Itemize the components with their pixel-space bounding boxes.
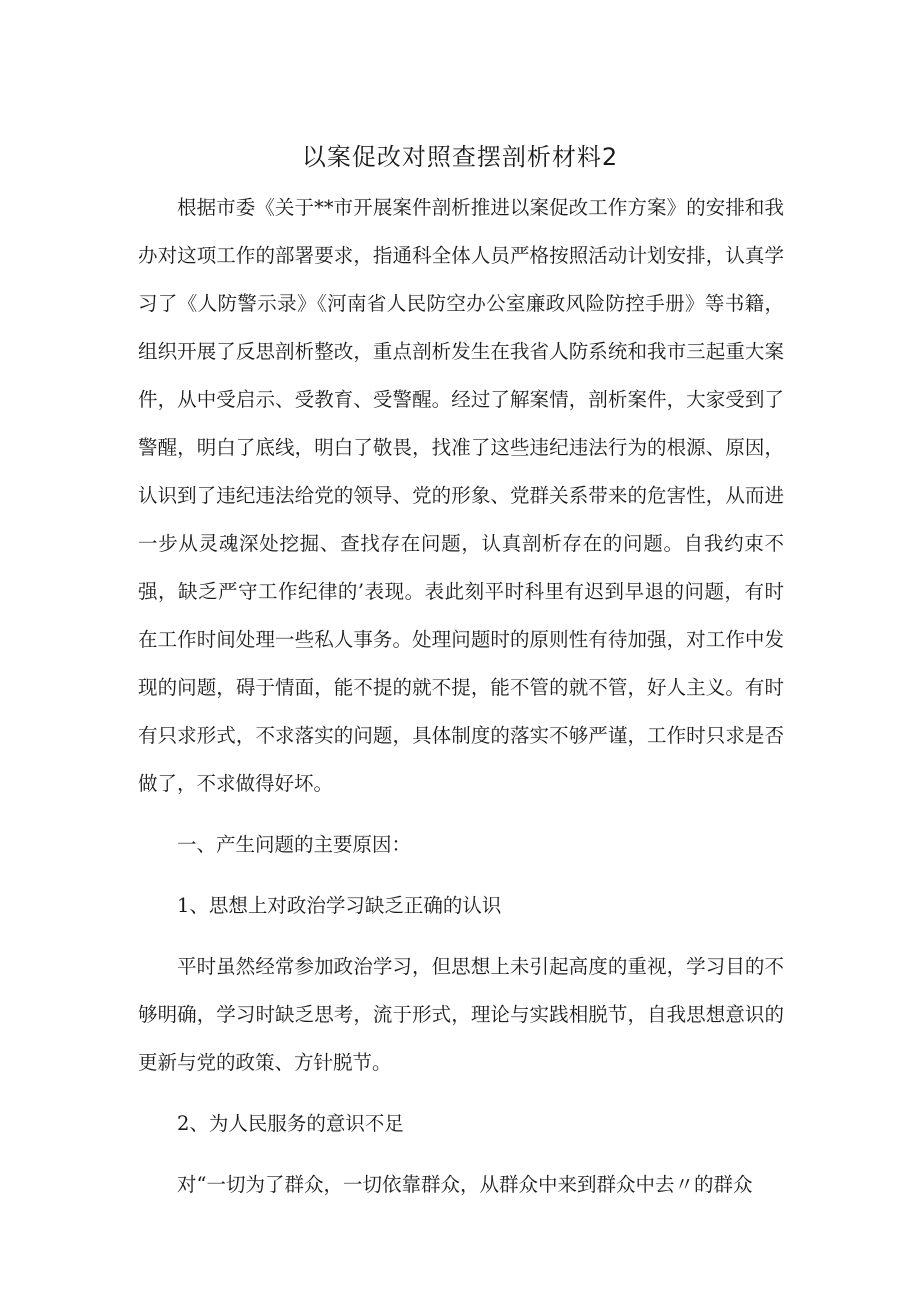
paragraph-mass-line: 对“一切为了群众，一切依靠群众，从群众中来到群众中去〃的群众: [177, 1173, 753, 1196]
subheading-service-awareness: 2、为人民服务的意识不足: [177, 1112, 404, 1135]
section-heading-causes: 一、产生问题的主要原因：: [177, 833, 412, 856]
subheading-political-study: 1、思想上对政治学习缺乏正确的认识: [177, 894, 502, 917]
document-title: 以案促改对照查摆剖析材料2: [301, 143, 619, 171]
paragraph-intro: 根据市委《关于**市开展案件剖析推进以案促改工作方案》的安排和我办对这项工作的部署要求，指通科全体人员严格按照活动计划安排，认真学习了《人防警示录》《河南省人民防空办公室廉政风险防控手册》等书籍，组织开展了反思剖析整改，重点剖析发生在我省人防系统和我市三起重大案件，从中受启示、受教育、受警醒。经过了解案情，剖析案件，大家受到了警醒，明白了底线，明白了敬畏，找准了这些违纪违法行为的根源、原因，认识到了违纪违法给党的领导、党的形象、党群关系带来的危害性，从而进一步从灵魂深处挖掘、查找存在问题，认真剖析存在的问题。自我约束不强，缺乏严守工作纪律的’表现。表此刻平时科里有迟到早退的问题，有时在工作时间处理一些私人事务。处理问题时的原则性有待加强，对工作中发现的问题，碍于情面，能不提的就不提，能不管的就不管，好人主义。有时有只求形式，不求落实的问题，具体制度的落实不够严谨，工作时只求是否做了，不求做得好坏。: [138, 196, 784, 795]
document-body: [138, 184, 784, 1209]
paragraph-political-study: 平时虽然经常参加政治学习，但思想上未引起高度的重视，学习目的不够明确，学习时缺乏思考，流于形式，理论与实践相脱节，自我思想意识的更新与党的政策、方针脱节。: [138, 955, 784, 1074]
